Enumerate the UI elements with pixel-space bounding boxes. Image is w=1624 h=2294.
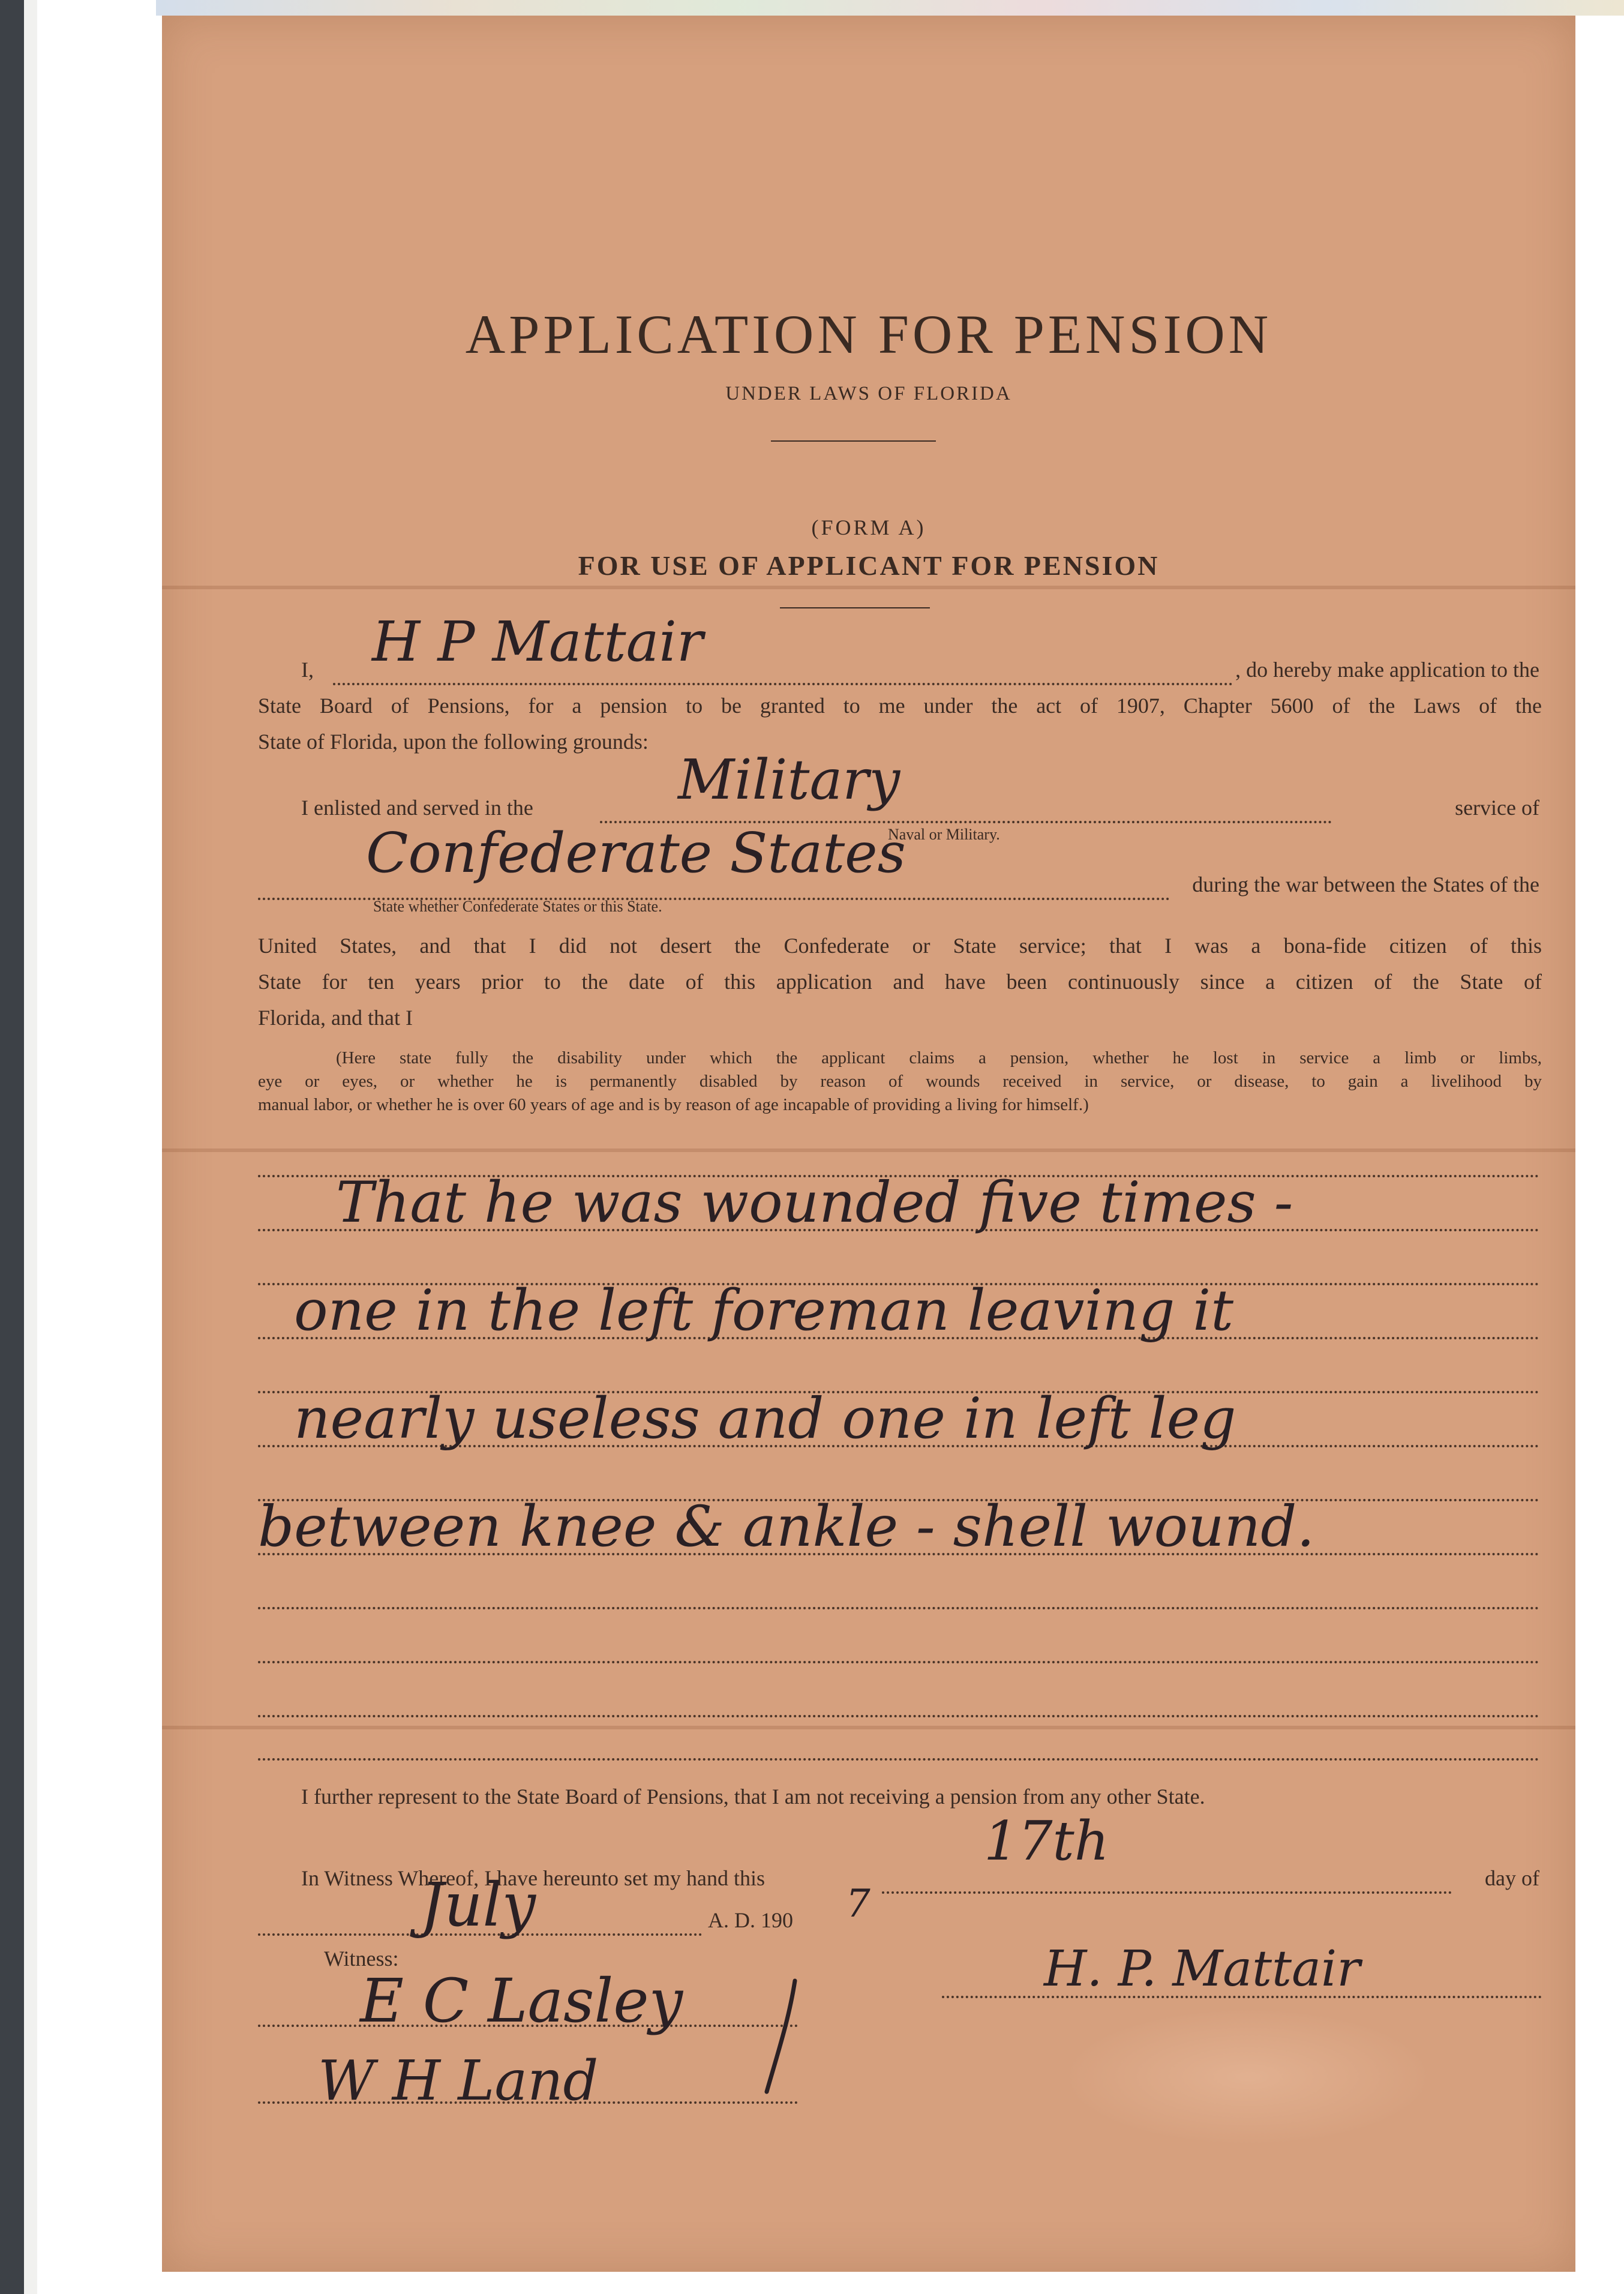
witness-label: Witness: (324, 1947, 399, 1971)
witness-signature: E C Lasley (360, 1966, 683, 2036)
intro-text: State Board of Pensions, for a pension to be granted to me under the act of 1907, Chapter 5600 of the Laws of the (258, 694, 1542, 718)
water-stain (1062, 2008, 1434, 2146)
statement-line (258, 1758, 1539, 1761)
intro-text: , do hereby make application to the (1235, 658, 1539, 682)
year-digit: 7 (846, 1882, 870, 1926)
intro-text: State of Florida, upon the following grounds: (258, 730, 649, 754)
branch-caption: Naval or Military. (888, 826, 1000, 843)
witness-signature: W H Land (318, 2049, 599, 2113)
day-of-label: day of (1485, 1866, 1539, 1890)
month-value: July (420, 1870, 536, 1940)
day-field-line (882, 1891, 1452, 1894)
form-label: (FORM A) (811, 515, 926, 539)
ad-label: A. D. 190 (708, 1908, 793, 1932)
form-title: APPLICATION FOR PENSION (465, 304, 1272, 365)
form-subtitle: UNDER LAWS OF FLORIDA (725, 383, 1012, 404)
applicant-signature: H. P. Mattair (1044, 1941, 1361, 1998)
declaration-text: I further represent to the State Board of Pensions, that I am not receiving a pension from any other State. (301, 1785, 1205, 1809)
disability-statement-line: nearly useless and one in left leg (294, 1386, 1236, 1452)
scan-edge (0, 0, 24, 2294)
form-use-heading: FOR USE OF APPLICANT FOR PENSION (578, 550, 1160, 581)
branch-value: Military (678, 748, 900, 812)
service-text: United States, and that I did not desert the Confederate or State service; that I was a bona-fide citizen of this (258, 934, 1542, 958)
scan-margin (24, 0, 37, 2294)
enlisted-label: I enlisted and served in the (301, 796, 533, 820)
fold-line (162, 1726, 1575, 1729)
during-label: during the war between the States of the (1192, 872, 1539, 896)
scan-artifact (156, 0, 1624, 16)
applicant-prefix: I, (301, 658, 314, 682)
disability-statement-line: That he was wounded five times - (336, 1170, 1293, 1236)
divider (780, 607, 930, 608)
service-text: State for ten years prior to the date of this application and have been continuously since a citizen of the State of (258, 970, 1542, 994)
applicant-name: H P Mattair (372, 610, 703, 674)
divider (771, 440, 936, 442)
service-of-label: service of (1455, 796, 1539, 820)
states-caption: State whether Confederate States or this State. (373, 898, 662, 915)
service-text: Florida, and that I (258, 1006, 413, 1030)
fold-line (162, 1149, 1575, 1152)
disability-instruction: eye or eyes, or whether he is permanently disabled by reason of wounds received in service, or disease, to gain a livelihood by (258, 1072, 1542, 1091)
disability-instruction: manual labor, or whether he is over 60 years of age and is by reason of age incapable of providing a living for himself.) (258, 1095, 1089, 1114)
statement-line (258, 1661, 1539, 1663)
signature-flourish (762, 1978, 804, 2098)
disability-statement-line: one in the left foreman leaving it (294, 1278, 1233, 1344)
fold-line (162, 586, 1575, 589)
states-value: Confederate States (366, 821, 906, 885)
disability-statement-line: between knee & ankle - shell wound. (258, 1494, 1315, 1560)
pension-application-form (162, 16, 1575, 2272)
disability-instruction: (Here state fully the disability under which the applicant claims a pension, whether he lost in service a limb or limbs, (336, 1048, 1542, 1067)
in-witness-label: In Witness Whereof, I have hereunto set my hand this (301, 1866, 766, 1890)
statement-line (258, 1715, 1539, 1717)
statement-line (258, 1607, 1539, 1609)
day-value: 17th (984, 1810, 1109, 1873)
